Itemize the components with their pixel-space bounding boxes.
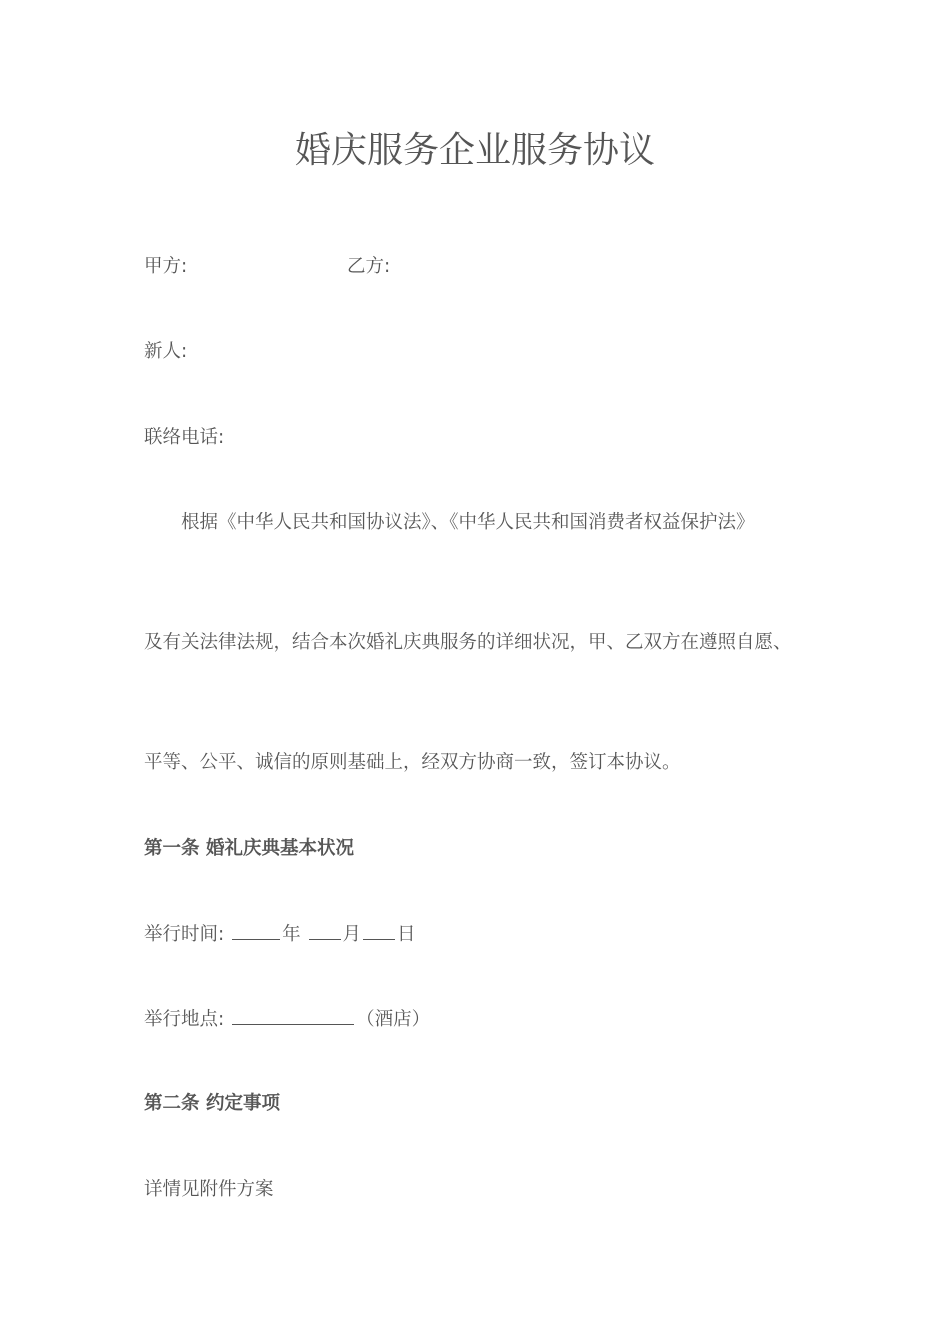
document-title: 婚庆服务企业服务协议 — [294, 130, 655, 171]
party-a-label: 甲方: — [144, 256, 188, 277]
ceremony-place-label: 举行地点: — [144, 1009, 225, 1030]
details-text: 详情见附件方案 — [144, 1179, 274, 1200]
preamble-line-2: 及有关法律法规，结合本次婚礼庆典服务的详细状况，甲、乙双方在遵照自愿、 — [144, 632, 792, 653]
phone-label: 联络电话: — [144, 427, 225, 448]
newlyweds-label: 新人: — [144, 341, 188, 362]
ceremony-time-row — [144, 921, 416, 948]
month-unit: 月 — [342, 924, 362, 945]
place-suffix: （酒店） — [356, 1009, 431, 1030]
ceremony-place-row — [144, 1006, 430, 1033]
preamble-line-1: 根据《中华人民共和国协议法》、《中华人民共和国消费者权益保护法》 — [181, 512, 755, 533]
article-1-heading: 第一条 婚礼庆典基本状况 — [144, 838, 354, 859]
day-unit: 日 — [397, 924, 416, 945]
year-unit: 年 — [282, 924, 301, 945]
month-blank — [309, 921, 341, 940]
ceremony-time-label: 举行时间: — [144, 924, 225, 945]
article-2-heading: 第二条 约定事项 — [144, 1093, 280, 1114]
year-blank — [232, 921, 280, 940]
day-blank — [363, 921, 395, 940]
party-b-label: 乙方: — [347, 256, 391, 277]
place-blank — [232, 1006, 354, 1025]
preamble-line-3: 平等、公平、诚信的原则基础上，经双方协商一致，签订本协议。 — [144, 752, 681, 773]
